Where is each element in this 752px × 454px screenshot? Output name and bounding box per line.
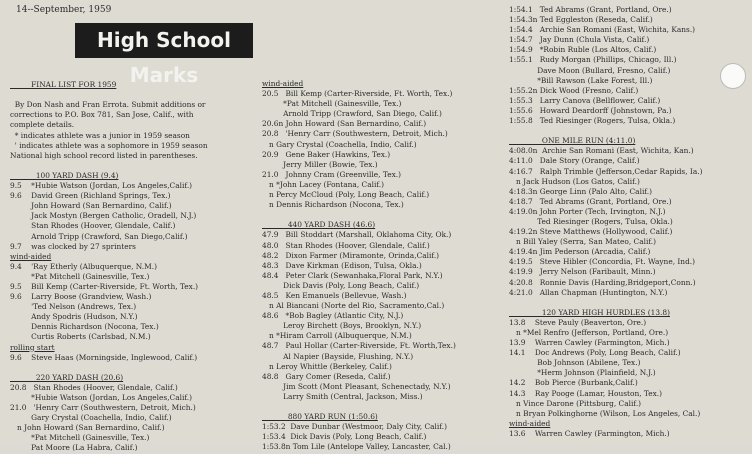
- text-line: [10, 363, 208, 373]
- text-line: 13.9 Warren Cawley (Farmington, Mich.): [509, 338, 670, 348]
- text-line: 13.8 Steve Pauly (Beaverton, Ore.): [509, 317, 647, 327]
- text-line: 9.4 'Ray Etherly (Albuquerque, N.M.): [10, 261, 157, 271]
- text-line: 4:08.0n Archie San Romani (East, Wichita, Kan.): [509, 146, 694, 156]
- text-line: 4:18.3n George Linn (Palo Alto, Calif.): [509, 186, 653, 196]
- text-line: 9.6 David Green (Richland Springs, Tex.): [10, 191, 171, 201]
- text-line: 14.3 Ray Pooge (Lamar, Houston, Tex.): [509, 388, 663, 398]
- text-line: wind-aided: [509, 418, 551, 428]
- text-line: Jack Mostyn (Bergen Catholic, Oradell, N.J.): [10, 211, 197, 221]
- binder-hole: [720, 63, 746, 89]
- text-line: [10, 161, 208, 171]
- text-line: FINAL LIST FOR 1959: [10, 80, 117, 90]
- text-line: corrections to P.O. Box 781, San Jose, Calif., with: [10, 110, 194, 120]
- text-line: 1:55.6 Howard Deardorff (Johnstown, Pa.): [509, 105, 672, 115]
- text-line: rolling start: [10, 342, 55, 352]
- text-line: 20.8 'Henry Carr (Southwestern, Detroit, Mich.): [262, 129, 448, 139]
- text-line: 14.1 Doc Andrews (Poly, Long Beach, Calif.): [509, 348, 681, 358]
- text-line: 440 YARD DASH (46.6): [262, 220, 376, 230]
- text-line: 4:16.7 Ralph Trimble (Jefferson,Cedar Rapids, Ia.): [509, 166, 703, 176]
- text-line: Jim Scott (Mont Pleasant, Schenectady, N.Y.): [262, 381, 451, 391]
- text-line: Dave Moon (Bullard, Fresno, Calif.): [509, 65, 671, 75]
- text-line: 1:55.3 Larry Canova (Bellflower, Calif.): [509, 95, 661, 105]
- text-line: 48.2 Dixon Farmer (Miramonte, Orinda,Calif.): [262, 250, 440, 260]
- text-line: ONE MILE RUN (4:11.0): [509, 136, 636, 146]
- text-line: 20.8 Stan Rhodes (Hoover, Glendale, Calif.): [10, 382, 178, 392]
- text-line: 1:55.1 Rudy Morgan (Phillips, Chicago, Ill.): [509, 55, 677, 65]
- text-line: *Pat Mitchell (Gainesville, Tex.): [10, 271, 150, 281]
- text-line: 4:19.4n Jim Pederson (Arcadia, Calif.): [509, 247, 651, 257]
- text-line: 1:53.4 Dick Davis (Poly, Long Beach, Calif.): [262, 432, 427, 442]
- text-line: 48.8 Gary Comer (Reseda, Calif.): [262, 371, 391, 381]
- text-line: [262, 402, 456, 412]
- page-title: High School Marks: [75, 23, 253, 58]
- text-line: 1:54.9 *Robin Ruble (Los Altos, Calif.): [509, 45, 657, 55]
- text-line: 'Ted Nelson (Andrews, Tex.): [10, 302, 137, 312]
- text-line: 48.7 Paul Hollar (Carter-Riverside, Ft. Worth,Tex.): [262, 341, 456, 351]
- text-line: n *Mel Renfro (Jefferson, Portland, Ore.): [509, 328, 669, 337]
- text-line: n Vince Darone (Pittsburg, Calif.): [509, 398, 642, 408]
- text-line: complete details.: [10, 120, 75, 130]
- text-line: 48.5 Ken Emanuels (Bellevue, Wash.): [262, 290, 407, 300]
- text-line: Dick Davis (Poly, Long Beach, Calif.): [262, 280, 420, 290]
- text-line: Gary Crystal (Coachella, Indio, Calif.): [10, 413, 172, 423]
- text-line: John Howard (San Bernardino, Calif.): [10, 201, 172, 211]
- text-line: 9.6 Larry Boose (Grandview, Wash.): [10, 292, 152, 302]
- text-line: 9.5 *Hubie Watson (Jordan, Los Angeles,Calif.): [10, 181, 193, 191]
- text-line: *Herm Johnson (Plainfield, N.J.): [509, 368, 656, 378]
- text-line: 20.6n John Howard (San Bernardino, Calif.): [262, 119, 427, 129]
- text-line: Larry Smith (Central, Jackson, Miss.): [262, 391, 423, 401]
- text-line: wind-aided: [10, 251, 52, 261]
- text-line: [509, 126, 703, 136]
- text-line: Stan Rhodes (Hoover, Glendale, Calif.): [10, 221, 176, 231]
- text-line: [262, 210, 456, 220]
- text-line: n John Howard (San Bernardino, Calif.): [10, 423, 165, 433]
- text-line: 47.9 Bill Stoddart (Marshall, Oklahoma City, Ok.): [262, 230, 452, 240]
- text-line: Bob Johnson (Abilene, Tex.): [509, 358, 641, 368]
- text-line: 4:19.9 Jerry Nelson (Faribault, Minn.): [509, 267, 656, 277]
- text-line: *Pat Mitchell (Gainesville, Tex.): [10, 433, 150, 443]
- text-line: n *Hiram Carroll (Albuquerque, N.M.): [262, 331, 412, 341]
- text-line: 21.0 Johnny Cram (Greenville, Tex.): [262, 169, 401, 179]
- text-line: n *John Lacey (Fontana, Calif.): [262, 179, 385, 189]
- text-line: 20.9 Gene Baker (Hawkins, Tex.): [262, 149, 391, 159]
- text-line: 13.6 Warren Cawley (Farmington, Mich.): [509, 428, 670, 438]
- text-line: n Leroy Whittle (Berkeley, Calif.): [262, 361, 392, 371]
- text-line: 9.6 Steve Haas (Morningside, Inglewood, Calif.): [10, 352, 198, 362]
- text-line: 4:19.5 Steve Hibler (Concordia, Ft. Wayne, Ind.): [509, 257, 696, 267]
- text-line: *Pat Mitchell (Gainesville, Tex.): [262, 99, 402, 109]
- text-line: 1:54.4 Archie San Romani (East, Wichita, Kans.): [509, 25, 696, 35]
- text-line: 4:11.0 Dale Story (Orange, Calif.): [509, 156, 640, 166]
- text-line: n Percy McCloud (Poly, Long Beach, Calif.): [262, 190, 430, 200]
- text-line: 880 YARD RUN (1:50.6): [262, 412, 378, 422]
- column-2: [262, 79, 456, 452]
- text-line: 48.6 *Bob Bagley (Atlantic City, N.J.): [262, 311, 404, 321]
- page-header: 14--September, 1959: [16, 5, 112, 15]
- text-line: 1:53.8n Tom Lile (Antelope Valley, Lancaster, Cal.): [262, 442, 451, 452]
- text-line: n Jack Hudson (Los Gatos, Calif.): [509, 176, 640, 186]
- text-line: 1:53.2 Dave Dunbar (Westmoor, Daly City, Calif.): [262, 422, 447, 432]
- text-line: 4:19.2n Steve Matthews (Hollywood, Calif.): [509, 227, 673, 237]
- text-line: Ted Riesinger (Rogers, Tulsa, Okla.): [509, 216, 673, 226]
- column-3: [509, 5, 703, 439]
- text-line: ' indicates athlete was a sophomore in 1959 season: [10, 140, 208, 150]
- text-line: Leroy Birchett (Boys, Brooklyn, N.Y.): [262, 321, 422, 331]
- text-line: 4:20.8 Ronnie Davis (Harding,Bridgeport,Conn.): [509, 277, 696, 287]
- text-line: 48.3 Dave Kirkman (Edison, Tulsa, Okla.): [262, 260, 422, 270]
- text-line: 48.0 Stan Rhodes (Hoover, Glendale, Calif.): [262, 240, 430, 250]
- text-line: * indicates athlete was a junior in 1959 season: [10, 130, 190, 140]
- text-line: Arnold Tripp (Crawford, San Diego,Calif.): [10, 231, 188, 241]
- text-line: 1:54.1 Ted Abrams (Grant, Portland, Ore.): [509, 5, 672, 14]
- text-line: National high school record listed in parentheses.: [10, 150, 198, 160]
- text-line: [509, 298, 703, 308]
- text-line: 21.0 'Henry Carr (Southwestern, Detroit, Mich.): [10, 403, 196, 413]
- text-line: 20.5 Bill Kemp (Carter-Riverside, Ft. Worth, Tex.): [262, 89, 453, 99]
- text-line: 120 YARD HIGH HURDLES (13.8): [509, 307, 670, 317]
- text-line: 9.7 was clocked by 27 sprinters: [10, 241, 136, 251]
- text-line: n Bill Yaley (Serra, San Mateo, Calif.): [509, 237, 657, 247]
- text-line: n Dennis Richardson (Nocona, Tex.): [262, 200, 404, 210]
- text-line: *Hubie Watson (Jordan, Los Angeles,Calif.): [10, 393, 193, 402]
- text-line: wind-aided: [262, 79, 304, 88]
- text-line: By Don Nash and Fran Errota. Submit additions or: [10, 100, 206, 110]
- text-line: Dennis Richardson (Nocona, Tex.): [10, 322, 159, 332]
- text-line: Jerry Miller (Bowie, Tex.): [262, 159, 378, 169]
- text-line: 9.5 Bill Kemp (Carter-Riverside, Ft. Worth, Tex.): [10, 281, 199, 291]
- text-line: 14.2 Bob Pierce (Burbank,Calif.): [509, 378, 638, 388]
- text-line: 100 YARD DASH (9.4): [10, 170, 119, 180]
- text-line: *Bill Rawson (Lake Forest, Ill.): [509, 75, 653, 85]
- text-line: Curtis Roberts (Carlsbad, N.M.): [10, 332, 151, 342]
- text-line: 4:21.0 Allan Chapman (Huntington, N.Y.): [509, 287, 668, 297]
- text-line: [10, 70, 208, 80]
- text-line: 4:18.7 Ted Abrams (Grant, Portland, Ore.): [509, 196, 672, 206]
- text-line: Arnold Tripp (Crawford, San Diego, Calif.): [262, 109, 442, 119]
- text-line: Andy Spodris (Hudson, N.Y.): [10, 312, 138, 322]
- text-line: 1:54.7 Jay Dunn (Chula Vista, Calif.): [509, 35, 650, 45]
- text-line: 4:19.0n John Porter (Tech, Irvington, N.J.): [509, 206, 666, 216]
- text-line: n Al Biancani (Norte del Rio, Sacramento,Cal.): [262, 301, 445, 311]
- column-1: [10, 70, 208, 454]
- text-line: Al Napier (Bayside, Flushing, N.Y.): [262, 351, 414, 361]
- text-line: 1:55.8 Ted Riesinger (Rogers, Tulsa, Okla.): [509, 116, 676, 126]
- text-line: n Gary Crystal (Coachella, Indio, Calif.): [262, 139, 417, 149]
- text-line: n Bryan Polkinghorne (Wilson, Los Angeles, Cal.): [509, 408, 701, 418]
- text-line: 220 YARD DASH (20.6): [10, 372, 124, 382]
- text-line: 48.4 Peter Clark (Sewanhaka,Floral Park, N.Y.): [262, 270, 443, 280]
- text-line: 1:55.2n Dick Wood (Fresno, Calif.): [509, 85, 639, 95]
- text-line: Pat Moore (La Habra, Calif.): [10, 443, 138, 453]
- text-line: 1:54.3n Ted Eggleston (Reseda, Calif.): [509, 15, 653, 25]
- text-line: [10, 90, 208, 100]
